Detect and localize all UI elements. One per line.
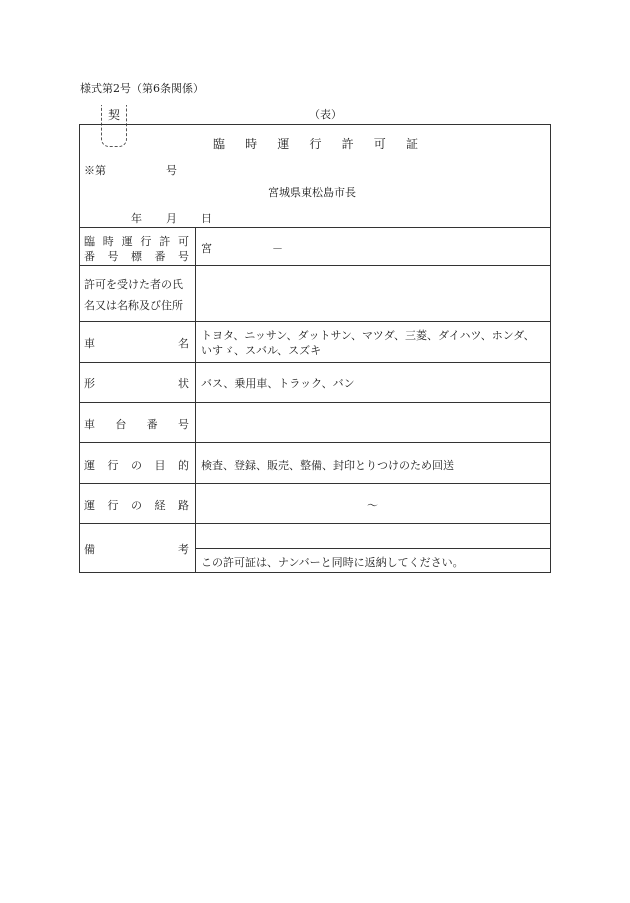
date-month: 月 — [166, 212, 177, 225]
number-prefix: ※第 — [84, 164, 106, 177]
permit-number-prefix: 宮 — [201, 242, 212, 255]
title-char: 臨 — [213, 137, 226, 151]
title-char: 行 — [309, 137, 322, 151]
row-divider — [79, 362, 551, 363]
number-suffix: 号 — [166, 164, 177, 177]
chassis-number-label: 車 台 番 号 — [84, 418, 189, 431]
remarks-sub-divider — [195, 548, 551, 549]
purpose-label: 運 行 の 目 的 — [84, 459, 189, 472]
row-divider — [79, 227, 551, 228]
title-char: 可 — [373, 137, 386, 151]
row-divider — [79, 483, 551, 484]
route-value: ～ — [367, 499, 378, 512]
permit-number-label-line2: 番 号 標 番 号 — [84, 250, 189, 263]
row-divider — [79, 321, 551, 322]
title-char: 運 — [277, 137, 290, 151]
shape-label: 形 状 — [84, 377, 189, 390]
shape-value: バス、乗用車、トラック、バン — [201, 377, 355, 390]
route-label: 運 行 の 経 路 — [84, 499, 189, 512]
column-divider — [195, 227, 196, 573]
remarks-label: 備 考 — [84, 543, 189, 556]
car-name-label: 車 名 — [84, 337, 189, 350]
row-divider — [79, 402, 551, 403]
row-divider — [79, 265, 551, 266]
row-divider — [79, 442, 551, 443]
permittee-label-line2: 名又は名称及び住所 — [84, 299, 183, 312]
issuer-name: 宮城県東松島市長 — [268, 186, 356, 199]
form-number: 様式第2号（第6条関係） — [80, 82, 204, 95]
car-name-value-line2: いすゞ、スバル、スズキ — [201, 344, 322, 357]
title-char: 証 — [405, 137, 418, 151]
title-char: 許 — [341, 137, 354, 151]
contract-seal-label: 契 — [108, 108, 121, 122]
form-title — [213, 135, 418, 152]
title-char: 時 — [245, 137, 258, 151]
date-year: 年 — [131, 212, 142, 225]
date-day: 日 — [201, 212, 212, 225]
permittee-label-line1: 許可を受けた者の氏 — [84, 278, 183, 291]
car-name-value-line1: トヨタ、ニッサン、ダットサン、マツダ、三菱、ダイハツ、ホンダ、 — [201, 329, 535, 342]
remarks-note: この許可証は、ナンバーと同時に返納してください。 — [201, 556, 464, 569]
row-divider — [79, 523, 551, 524]
permit-number-dash: － — [272, 242, 283, 255]
permit-number-label-line1: 臨 時 運 行 許 可 — [84, 235, 189, 248]
front-side-label: （表） — [309, 108, 342, 121]
purpose-value: 検査、登録、販売、整備、封印とりつけのため回送 — [201, 459, 454, 472]
